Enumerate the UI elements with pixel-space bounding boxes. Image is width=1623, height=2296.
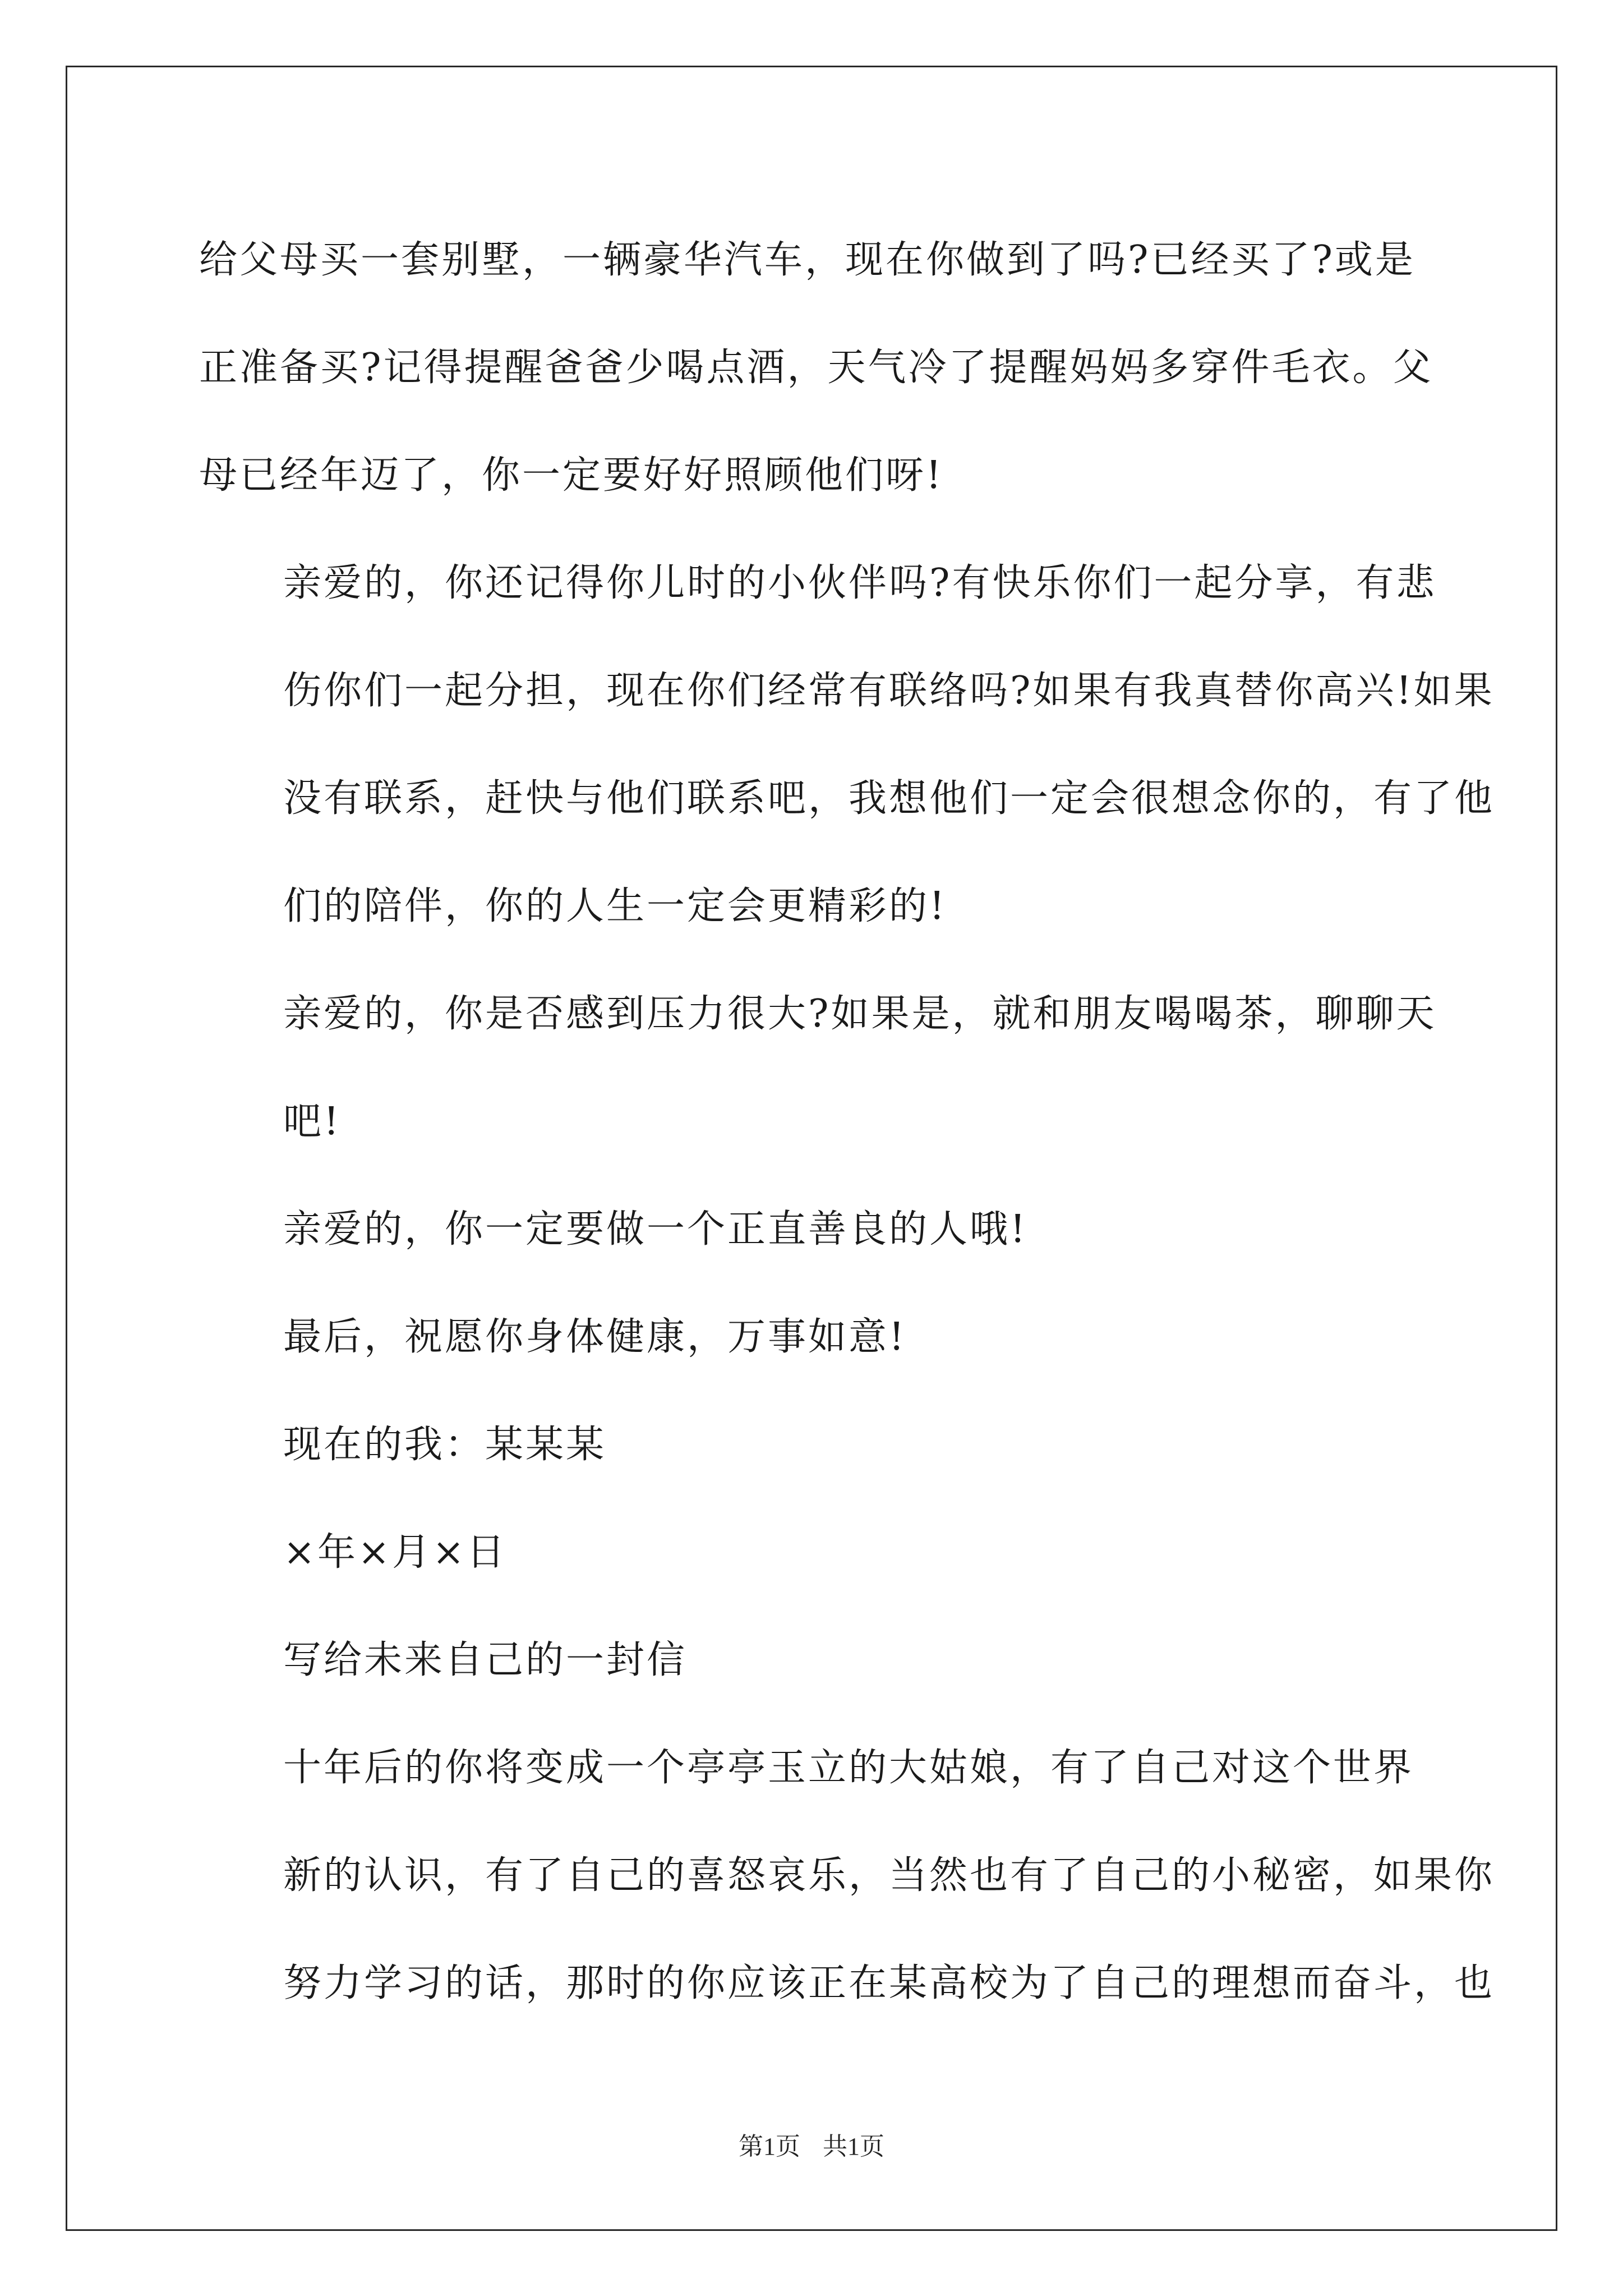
text-line: 们的陪伴，你的人生一定会更精彩的! [283,884,947,928]
text-line: 给父母买一套别墅，一辆豪华汽车，现在你做到了吗?已经买了?或是 [199,238,1415,282]
text-line: 最后，祝愿你身体健康，万事如意! [283,1315,907,1359]
text-line: 十年后的你将变成一个亭亭玉立的大姑娘，有了自己对这个世界 [283,1746,1414,1790]
text-line: 亲爱的，你一定要做一个正直善良的人哦! [283,1207,1028,1251]
paragraph [199,1283,1433,1391]
text-line: ×年×月×日 [283,1530,507,1575]
paragraph [199,206,1433,530]
text-line: 努力学习的话，那时的你应该正在某高校为了自己的理想而奋斗，也 [283,1961,1495,2005]
page-footer [0,2126,1623,2162]
page-number-total: 共1页 [823,2133,884,2160]
text-line: 亲爱的，你是否感到压力很大?如果是，就和朋友喝喝茶，聊聊天 [283,992,1437,1036]
text-line: 现在的我：某某某 [283,1423,607,1467]
text-line: 亲爱的，你还记得你儿时的小伙伴吗?有快乐你们一起分享，有悲 [283,561,1437,605]
text-line: 新的认识，有了自己的喜怒哀乐，当然也有了自己的小秘密，如果你 [283,1853,1495,1898]
paragraph [199,1607,1433,1714]
text-line: 母已经年迈了，你一定要好好照顾他们呀! [199,453,944,498]
text-line: 正准备买?记得提醒爸爸少喝点酒，天气冷了提醒妈妈多穿件毛衣。父 [199,346,1433,390]
text-line: 伤你们一起分担，现在你们经常有联络吗?如果有我真替你高兴!如果 [283,669,1495,713]
paragraph [199,530,1495,960]
document-body [199,206,1495,2037]
page-number-current: 第1页 [739,2133,800,2160]
paragraph [199,1176,1433,1283]
paragraph [199,1391,1433,1499]
paragraph [199,1714,1495,2037]
text-line: 没有联系，赶快与他们联系吧，我想他们一定会很想念你的，有了他 [283,776,1495,821]
text-line: 吧! [283,1099,342,1144]
paragraph [199,960,1437,1176]
text-line: 写给未来自己的一封信 [283,1638,688,1682]
paragraph [199,1499,1433,1607]
